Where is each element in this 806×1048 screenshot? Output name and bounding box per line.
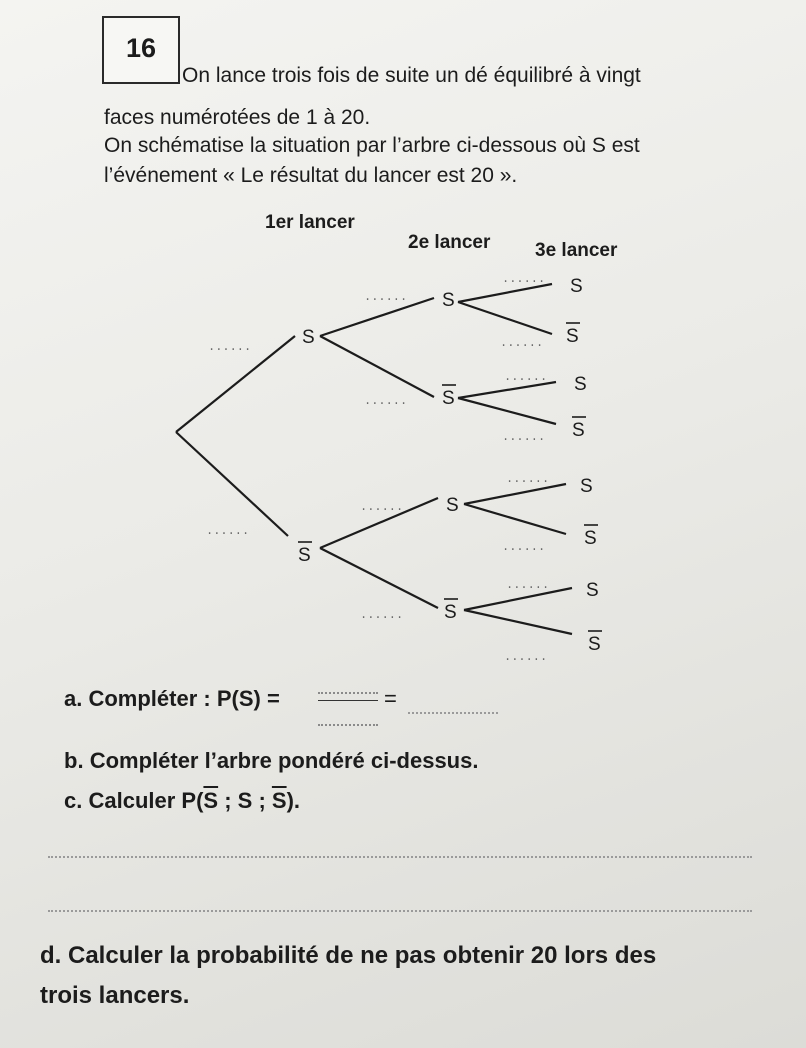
intro-line-2: faces numérotées de 1 à 20. bbox=[104, 106, 371, 129]
question-d-line-1 bbox=[40, 942, 656, 970]
branch-SbarS-Sbar bbox=[464, 504, 566, 534]
question-b-label: b. bbox=[64, 748, 84, 773]
question-c-prefix: Calculer P( bbox=[88, 788, 204, 813]
leaf-5-S: S bbox=[580, 476, 593, 497]
branch-SSbar-S bbox=[458, 382, 556, 398]
leaf-6-Sbar: S bbox=[584, 528, 597, 549]
leaf-1-S: S bbox=[570, 276, 583, 297]
header-second-throw: 2e lancer bbox=[408, 232, 491, 253]
leaf-7-S: S bbox=[586, 580, 599, 601]
blank-Sbar-S: ...... bbox=[360, 500, 404, 514]
answer-c-line-2[interactable] bbox=[48, 910, 752, 912]
branch-SbarSbar-Sbar bbox=[464, 610, 572, 634]
leaf-2-Sbar: S bbox=[566, 326, 579, 347]
node-S-level1: S bbox=[302, 327, 315, 348]
intro-line-4: l’événement « Le résultat du lancer est 20 ». bbox=[104, 164, 518, 187]
question-c-sep: ; S ; bbox=[218, 788, 272, 813]
question-d-text-1: Calculer la probabilité de ne pas obtenir 20 lors des bbox=[68, 942, 657, 969]
question-d-label: d. bbox=[40, 942, 62, 969]
question-c-sbar-1: $\overline{S}$ bbox=[203, 788, 219, 813]
answer-c-line-1[interactable] bbox=[48, 856, 752, 858]
question-c-label: c. bbox=[64, 788, 83, 813]
overline-marks bbox=[298, 323, 602, 631]
leaf-3-S: S bbox=[574, 374, 587, 395]
blank-leaf-4: ...... bbox=[502, 430, 546, 444]
question-c-sbar-2: $\overline{S}$ bbox=[271, 788, 287, 813]
blank-leaf-3: ...... bbox=[504, 370, 548, 384]
question-c-suffix: ). bbox=[286, 788, 301, 813]
leaf-8-Sbar: S bbox=[588, 634, 601, 655]
branch-SSbar-Sbar bbox=[458, 398, 556, 424]
header-first-throw: 1er lancer bbox=[265, 212, 355, 233]
question-a-equals: = bbox=[384, 686, 397, 711]
blank-S-Sbar: ...... bbox=[364, 394, 408, 408]
leaf-4-Sbar: S bbox=[572, 420, 585, 441]
exercise-number: 16 bbox=[102, 16, 180, 84]
blank-leaf-8: ...... bbox=[504, 650, 548, 664]
node-S-level2b: S bbox=[446, 495, 459, 516]
question-d-line-2 bbox=[40, 982, 189, 1010]
node-S-level2a: S bbox=[442, 290, 455, 311]
blank-root-Sbar: ...... bbox=[206, 524, 250, 538]
fraction-bar bbox=[318, 700, 378, 701]
question-a-label: a. bbox=[64, 686, 83, 711]
fraction-numerator-blank[interactable] bbox=[318, 692, 378, 694]
blank-S-S: ...... bbox=[364, 290, 408, 304]
branch-SS-S bbox=[458, 284, 552, 302]
branch-SbarS-S bbox=[464, 484, 566, 504]
intro-line-1: On lance trois fois de suite un dé équilibré à vingt bbox=[182, 64, 641, 87]
question-a-text: Compléter : P(S) = bbox=[88, 686, 280, 711]
blank-leaf-1: ...... bbox=[502, 272, 546, 286]
branch-root-Sbar bbox=[176, 432, 288, 536]
blank-leaf-7: ...... bbox=[506, 578, 550, 592]
branch-SS-Sbar bbox=[458, 302, 552, 334]
header-third-throw: 3e lancer bbox=[535, 240, 618, 261]
question-a bbox=[64, 686, 280, 712]
question-d-text-2: trois lancers. bbox=[40, 982, 190, 1009]
answer-a-blank[interactable] bbox=[408, 712, 498, 714]
fraction-denominator-blank[interactable] bbox=[318, 724, 378, 726]
question-b-text: Compléter l’arbre pondéré ci-dessus. bbox=[89, 748, 479, 773]
branch-Sbar-Sbar bbox=[320, 548, 438, 608]
blank-leaf-2: ...... bbox=[500, 336, 544, 350]
node-Sbar-level2a: S bbox=[442, 388, 455, 409]
blank-root-S: ...... bbox=[208, 340, 252, 354]
branch-S-Sbar bbox=[320, 336, 434, 397]
blank-leaf-5: ...... bbox=[506, 472, 550, 486]
blank-leaf-6: ...... bbox=[502, 540, 546, 554]
question-b bbox=[64, 748, 478, 774]
intro-line-3: On schématise la situation par l’arbre ci-dessous où S est bbox=[104, 134, 640, 157]
node-Sbar-level2b: S bbox=[444, 602, 457, 623]
blank-Sbar-Sbar: ...... bbox=[360, 608, 404, 622]
node-Sbar-level1: S bbox=[298, 545, 311, 566]
question-c bbox=[64, 788, 300, 814]
